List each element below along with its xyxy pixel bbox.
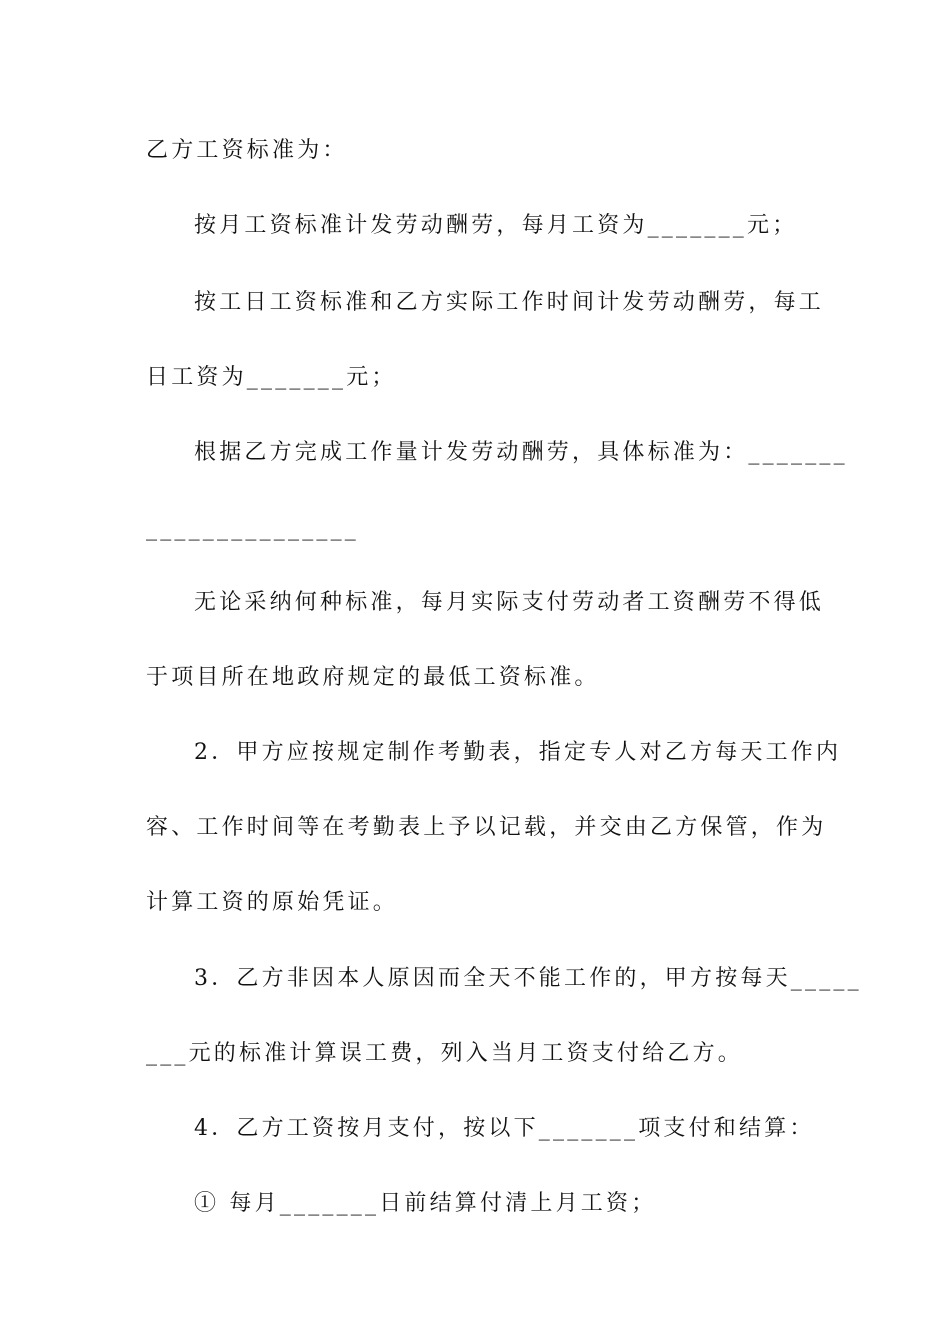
paragraph-line: 2．甲方应按规定制作考勤表，指定专人对乙方每天工作内 <box>194 740 842 765</box>
paragraph-line: _______________ <box>146 516 359 541</box>
paragraph-line: 于项目所在地政府规定的最低工资标准。 <box>146 665 600 690</box>
paragraph-line: 3．乙方非因本人原因而全天不能工作的，甲方按每天_____ <box>194 966 862 991</box>
paragraph-line: 日工资为_______元； <box>146 365 397 390</box>
paragraph-line: ___元的标准计算误工费，列入当月工资支付给乙方。 <box>146 1041 744 1066</box>
paragraph-line: 按月工资标准计发劳动酬劳，每月工资为_______元； <box>194 213 798 238</box>
paragraph-line: 按工日工资标准和乙方实际工作时间计发劳动酬劳，每工 <box>194 290 825 315</box>
paragraph-line: 乙方工资标准为： <box>146 138 348 163</box>
paragraph-line: 计算工资的原始凭证。 <box>146 890 399 915</box>
paragraph-line: 无论采纳何种标准，每月实际支付劳动者工资酬劳不得低 <box>194 590 825 615</box>
paragraph-line: 容、工作时间等在考勤表上予以记载，并交由乙方保管，作为 <box>146 815 827 840</box>
paragraph-line: 根据乙方完成工作量计发劳动酬劳，具体标准为：_______ <box>194 440 848 465</box>
paragraph-line: ① 每月_______日前结算付清上月工资； <box>194 1191 657 1216</box>
paragraph-line: 4．乙方工资按月支付，按以下_______项支付和结算： <box>194 1116 815 1141</box>
